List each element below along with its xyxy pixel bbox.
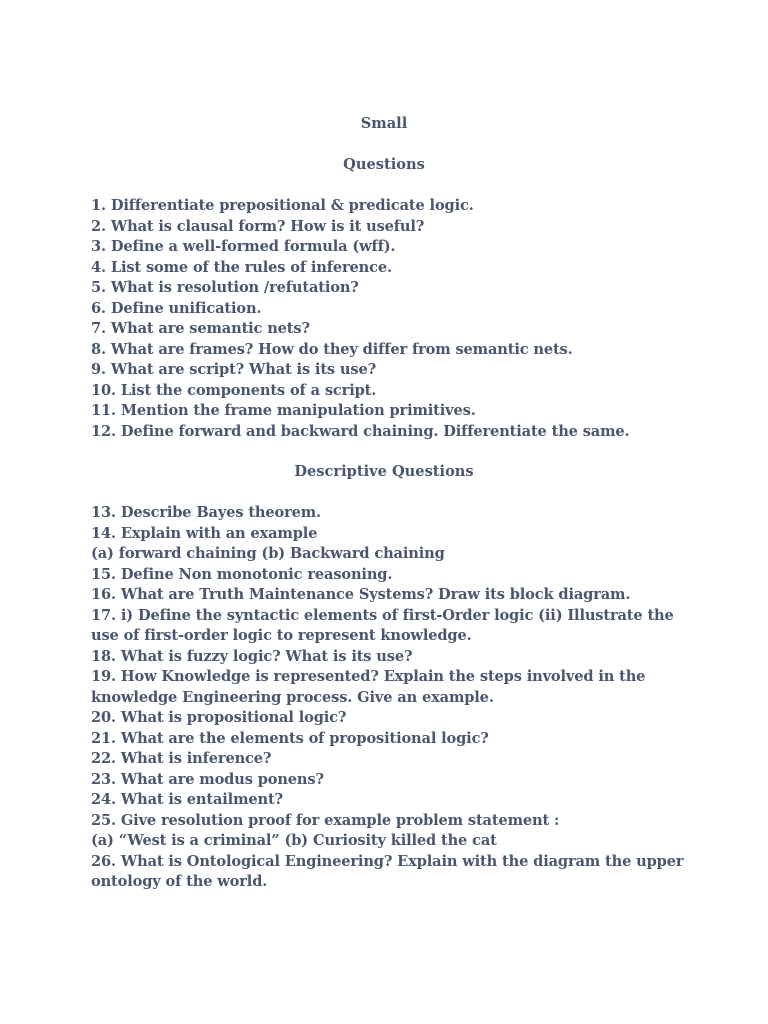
question-line: 3. Define a well-formed formula (wff). bbox=[91, 238, 396, 255]
question-line: 2. What is clausal form? How is it useful? bbox=[91, 217, 425, 235]
question-line: 6. Define unification. bbox=[91, 299, 262, 317]
section-title-small: Small bbox=[360, 115, 408, 132]
question-line: 10. List the components of a script. bbox=[91, 381, 377, 399]
section-title-questions: Questions bbox=[343, 156, 425, 173]
question-line: 13. Describe Bayes theorem. bbox=[91, 504, 321, 521]
question-line: ontology of the world. bbox=[91, 873, 268, 890]
question-line: 26. What is Ontological Engineering? Explain with the diagram the upper bbox=[91, 852, 684, 870]
question-line: 16. What are Truth Maintenance Systems? Draw its block diagram. bbox=[91, 586, 631, 603]
descriptive-questions-list bbox=[91, 503, 691, 893]
small-questions-list bbox=[91, 196, 691, 442]
question-line: 4. List some of the rules of inference. bbox=[91, 258, 392, 276]
question-line: 5. What is resolution /refutation? bbox=[91, 279, 359, 296]
question-line: 21. What are the elements of propositional logic? bbox=[91, 729, 489, 747]
question-line: 7. What are semantic nets? bbox=[91, 320, 310, 337]
question-line: 25. Give resolution proof for example problem statement : bbox=[91, 811, 560, 829]
question-line: 20. What is propositional logic? bbox=[91, 709, 347, 726]
question-line: 23. What are modus ponens? bbox=[91, 770, 324, 788]
question-line: 22. What is inference? bbox=[91, 750, 272, 767]
question-line: (a) forward chaining (b) Backward chaining bbox=[91, 545, 445, 562]
question-line: (a) “West is a criminal” (b) Curiosity killed the cat bbox=[91, 832, 497, 849]
question-line: 11. Mention the frame manipulation primitives. bbox=[91, 402, 476, 419]
question-line: 9. What are script? What is its use? bbox=[91, 361, 376, 378]
question-line: 15. Define Non monotonic reasoning. bbox=[91, 565, 393, 583]
question-line: 19. How Knowledge is represented? Explain the steps involved in the bbox=[91, 668, 646, 685]
question-line: 1. Differentiate prepositional & predicate logic. bbox=[91, 197, 474, 214]
section-title-descriptive: Descriptive Questions bbox=[294, 463, 474, 480]
question-line: 14. Explain with an example bbox=[91, 524, 318, 542]
question-line: 8. What are frames? How do they differ from semantic nets. bbox=[91, 340, 573, 358]
question-line: knowledge Engineering process. Give an example. bbox=[91, 688, 494, 706]
question-line: 17. i) Define the syntactic elements of first-Order logic (ii) Illustrate the bbox=[91, 606, 674, 624]
question-line: 24. What is entailment? bbox=[91, 791, 283, 808]
question-line: 12. Define forward and backward chaining. Differentiate the same. bbox=[91, 422, 630, 440]
question-line: use of first-order logic to represent knowledge. bbox=[91, 627, 472, 644]
question-line: 18. What is fuzzy logic? What is its use? bbox=[91, 647, 413, 665]
